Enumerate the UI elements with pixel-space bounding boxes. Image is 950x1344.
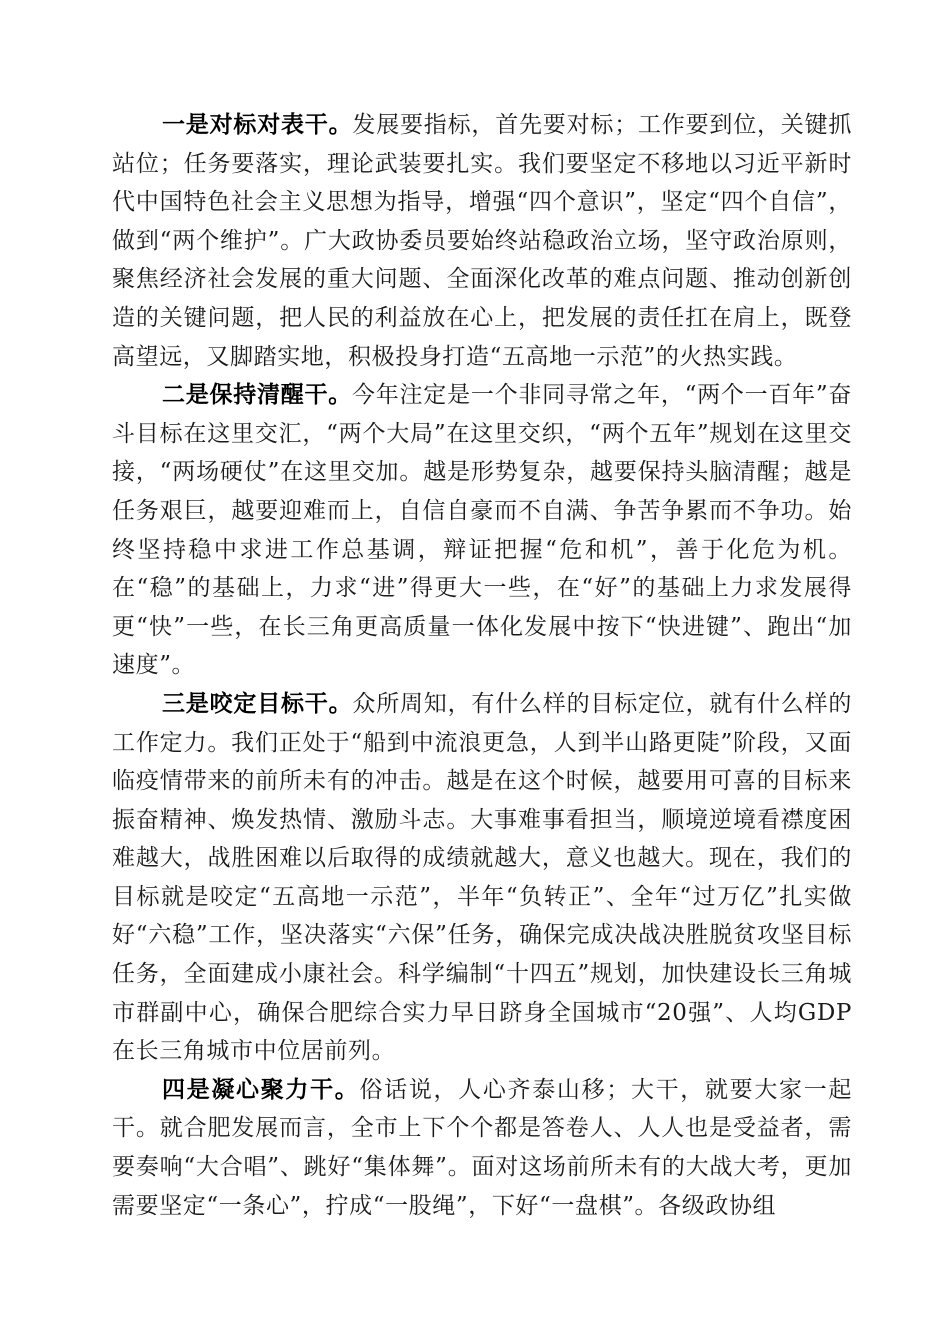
paragraph-1-lead: 一是对标对表干。 — [162, 111, 353, 138]
paragraph-3 — [112, 685, 852, 1071]
paragraph-3-text: 众所周知，有什么样的目标定位，就有什么样的工作定力。我们正处于“船到中流浪更急，人到半山路更陡”阶段，又面临疫情带来的前所未有的冲击。越是在这个时候，越要用可喜的目标来振奋精神、焕发热情、激励斗志。大事难事看担当，顺境逆境看襟度困难越大，战胜困难以后取得的成绩就越大，意义也越大。现在，我们的目标就是咬定“五高地一示范”，半年“负转正”、全年“过万亿”扎实做好“六稳”工作，坚决落实“六保”任务，确保完成决战决胜脱贫攻坚目标任务，全面建成小康社会。科学编制“十四五”规划，加快建设长三角城市群副中心，确保合肥综合实力早日跻身全国城市“20强”、人均GDP在长三角城市中位居前列。 — [112, 690, 852, 1065]
paragraph-1 — [112, 106, 852, 376]
paragraph-4-lead: 四是凝心聚力干。 — [162, 1075, 360, 1103]
paragraph-4 — [112, 1071, 852, 1225]
paragraph-3-lead: 三是咬定目标干。 — [162, 689, 353, 717]
document-body — [112, 106, 852, 1225]
paragraph-4-text: 俗话说，人心齐泰山移；大干，就要大家一起干。就合肥发展而言，全市上下个个都是答卷人、人人也是受益者，需要奏响“大合唱”、跳好“集体舞”。面对这场前所未有的大战大考，更加需要坚定“一条心”，拧成“一股绳”，下好“一盘棋”。各级政协组 — [112, 1076, 852, 1219]
paragraph-2-lead: 二是保持清醒干。 — [162, 381, 353, 409]
paragraph-2 — [112, 376, 852, 685]
paragraph-2-text: 今年注定是一个非同寻常之年，“两个一百年”奋斗目标在这里交汇，“两个大局”在这里交织，“两个五年”规划在这里交接，“两场硬仗”在这里交加。越是形势复杂，越要保持头脑清醒；越是任务艰巨，越要迎难而上，自信自豪而不自满、争苦争累而不争功。始终坚持稳中求进工作总基调，辩证把握“危和机”，善于化危为机。在“稳”的基础上，力求“进”得更大一些，在“好”的基础上力求发展得更“快”一些，在长三角更高质量一体化发展中按下“快进键”、跑出“加速度”。 — [112, 382, 852, 679]
paragraph-1-text: 发展要指标，首先要对标；工作要到位，关键抓站位；任务要落实，理论武装要扎实。我们要坚定不移地以习近平新时代中国特色社会主义思想为指导，增强“四个意识”，坚定“四个自信”，做到“两个维护”。广大政协委员要始终站稳政治立场，坚守政治原则，聚焦经济社会发展的重大问题、全面深化改革的难点问题、推动创新创造的关键问题，把人民的利益放在心上，把发展的责任扛在肩上，既登高望远，又脚踏实地，积极投身打造“五高地一示范”的火热实践。 — [112, 112, 852, 370]
